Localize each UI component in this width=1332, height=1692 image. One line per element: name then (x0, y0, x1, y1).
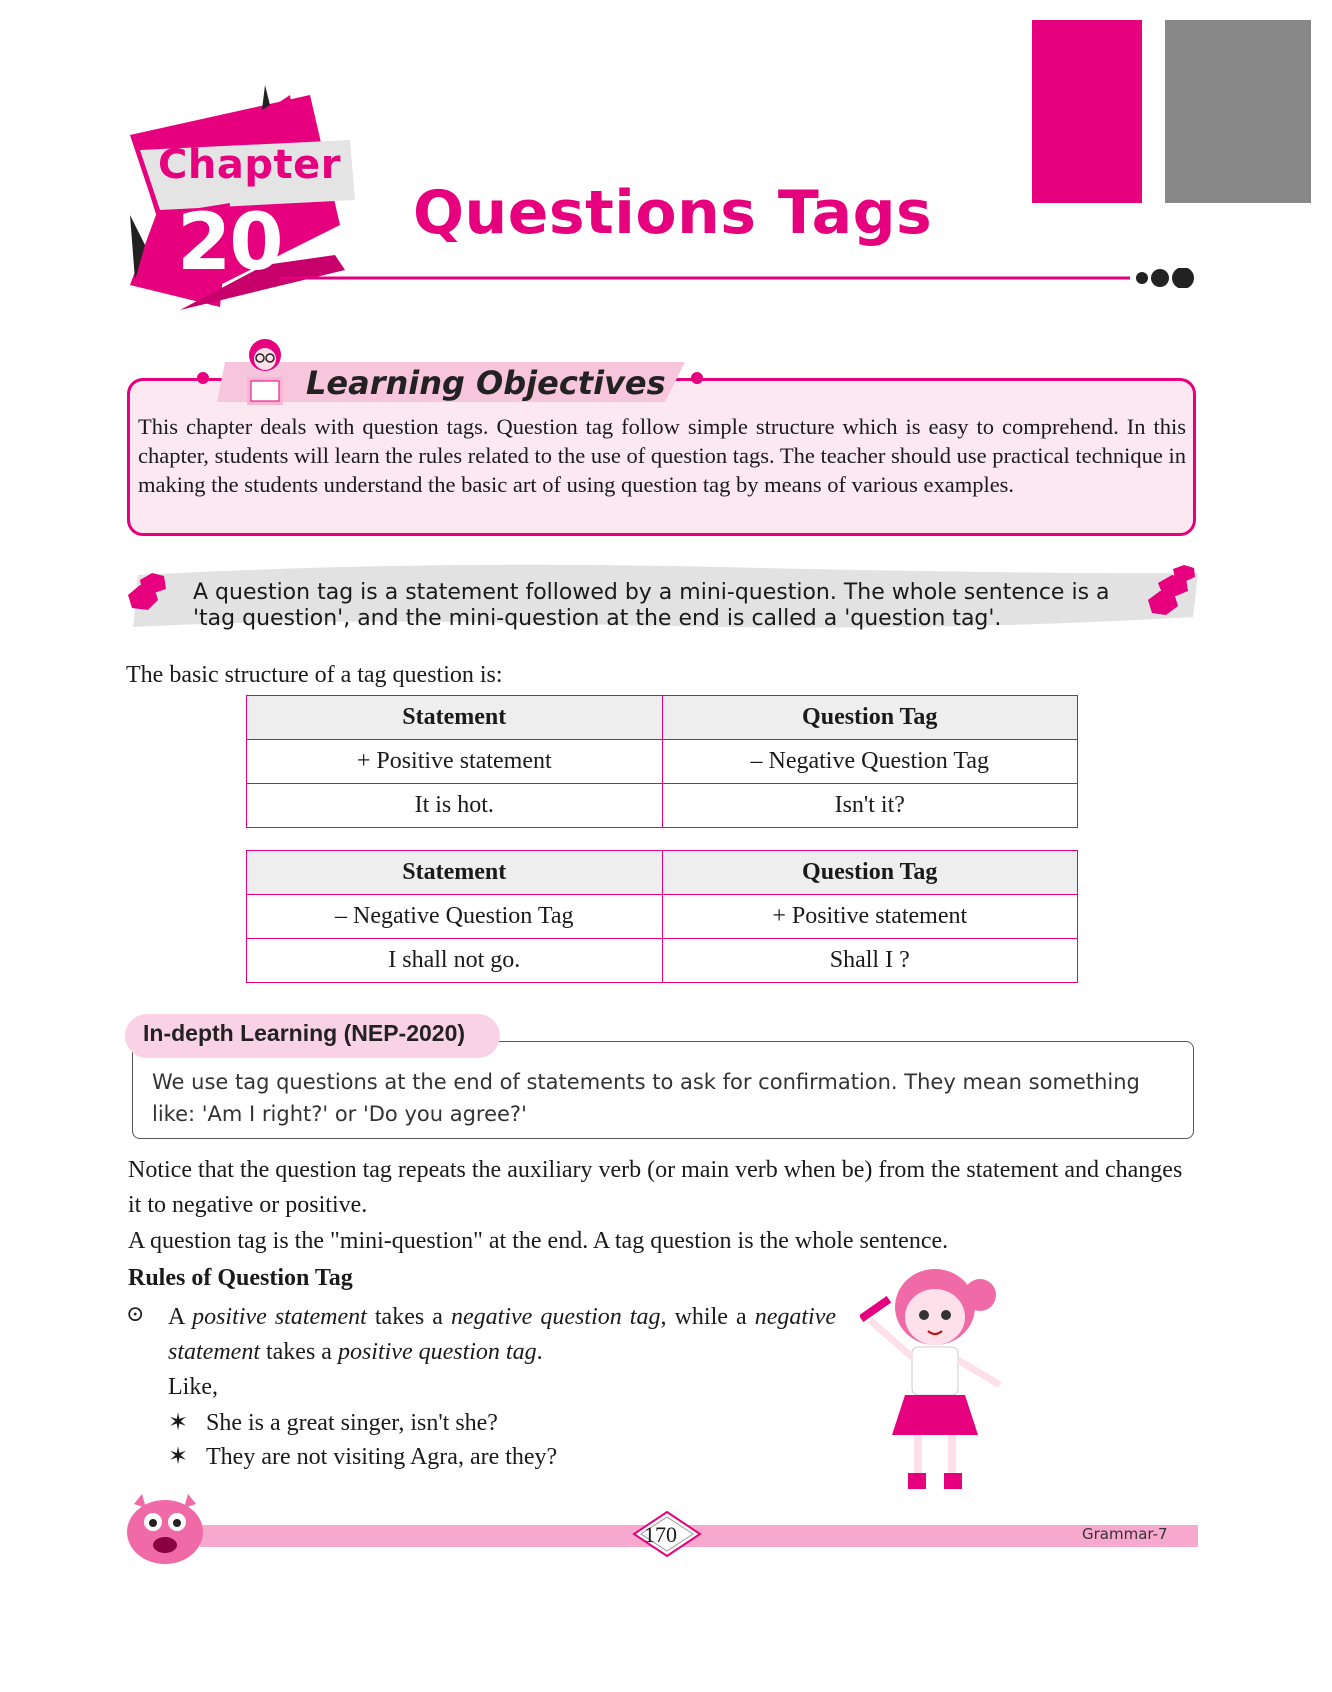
rule-text (168, 1300, 836, 1370)
star-bullet-icon: ✶ (168, 1444, 189, 1470)
table-row (247, 939, 1078, 983)
book-title: Grammar-7 (1082, 1525, 1168, 1543)
rule-text-part: . (536, 1339, 543, 1365)
rule-emphasis: negative question tag (451, 1304, 661, 1330)
table-row (247, 784, 1078, 828)
learning-objectives-text: This chapter deals with question tags. Question tag follow simple structure which is easy to comprehend. In this chapter, students will learn the rules related to the use of question tags. The teacher should use practical technique in making the students understand the basic art of using question tag by means of various examples. (138, 414, 1186, 497)
example-text: They are not visiting Agra, are they? (206, 1444, 558, 1470)
table-row (247, 895, 1078, 939)
note-paragraph: Notice that the question tag repeats the auxiliary verb (or main verb when be) from the statement and changes it to negative or positive. (128, 1157, 1183, 1218)
table-cell: – Negative Question Tag (247, 895, 663, 939)
table-header-cell: Question Tag (662, 851, 1078, 895)
table-row (247, 740, 1078, 784)
singing-girl-illustration (860, 1265, 1020, 1505)
girl-reading-icon (235, 333, 295, 413)
in-depth-text: We use tag questions at the end of statements to ask for confirmation. They mean something like: 'Am I right?' or 'Do you agree?' (152, 1070, 1140, 1126)
title-underline (280, 268, 1210, 288)
structure-table-positive (246, 695, 1078, 828)
monster-mascot-icon (120, 1490, 210, 1570)
learning-objectives-label: Learning Objectives (306, 364, 666, 402)
definition-text: A question tag is a statement followed by a mini-question. The whole sentence is a 'tag question', and the mini-question at the end is called a 'question tag'. (193, 580, 1110, 631)
page-title: Questions Tags (413, 178, 933, 248)
decor-block-gray (1165, 20, 1311, 203)
example-text: She is a great singer, isn't she? (206, 1410, 498, 1436)
rules-heading: Rules of Question Tag (128, 1265, 353, 1291)
rule-text-part: takes a (259, 1339, 338, 1365)
note-paragraph: A question tag is the "mini-question" at the end. A tag question is the whole sentence. (128, 1228, 949, 1254)
table-header-cell: Statement (247, 696, 663, 740)
structure-intro: The basic structure of a tag question is: (126, 662, 503, 688)
chapter-label: Chapter (158, 142, 341, 188)
circle-bullet-icon: ⊙ (126, 1301, 145, 1326)
table-cell: – Negative Question Tag (662, 740, 1078, 784)
table-cell: I shall not go. (247, 939, 663, 983)
example-item (168, 1442, 557, 1471)
table-header-cell: Question Tag (662, 696, 1078, 740)
table-header-row (247, 851, 1078, 895)
rule-emphasis: positive question tag (337, 1339, 537, 1365)
rule-text-part: A (168, 1304, 193, 1330)
table-header-row (247, 696, 1078, 740)
in-depth-label: In-depth Learning (NEP-2020) (143, 1020, 466, 1046)
rule-emphasis: positive statement (192, 1304, 367, 1330)
chapter-number: 20 (177, 198, 282, 288)
example-item (168, 1408, 498, 1437)
rule-text-part: takes a (366, 1304, 452, 1330)
page-number: 170 (644, 1522, 677, 1547)
rule-text-part: , while a (660, 1304, 755, 1330)
table-cell: Isn't it? (662, 784, 1078, 828)
table-cell: + Positive statement (247, 740, 663, 784)
table-header-cell: Statement (247, 851, 663, 895)
decor-block-pink (1032, 20, 1142, 203)
star-bullet-icon: ✶ (168, 1410, 189, 1436)
table-cell: It is hot. (247, 784, 663, 828)
table-cell: Shall I ? (662, 939, 1078, 983)
like-label: Like, (168, 1374, 218, 1400)
structure-table-negative (246, 850, 1078, 983)
table-cell: + Positive statement (662, 895, 1078, 939)
rule-emphasis: negative statement (168, 1304, 836, 1365)
